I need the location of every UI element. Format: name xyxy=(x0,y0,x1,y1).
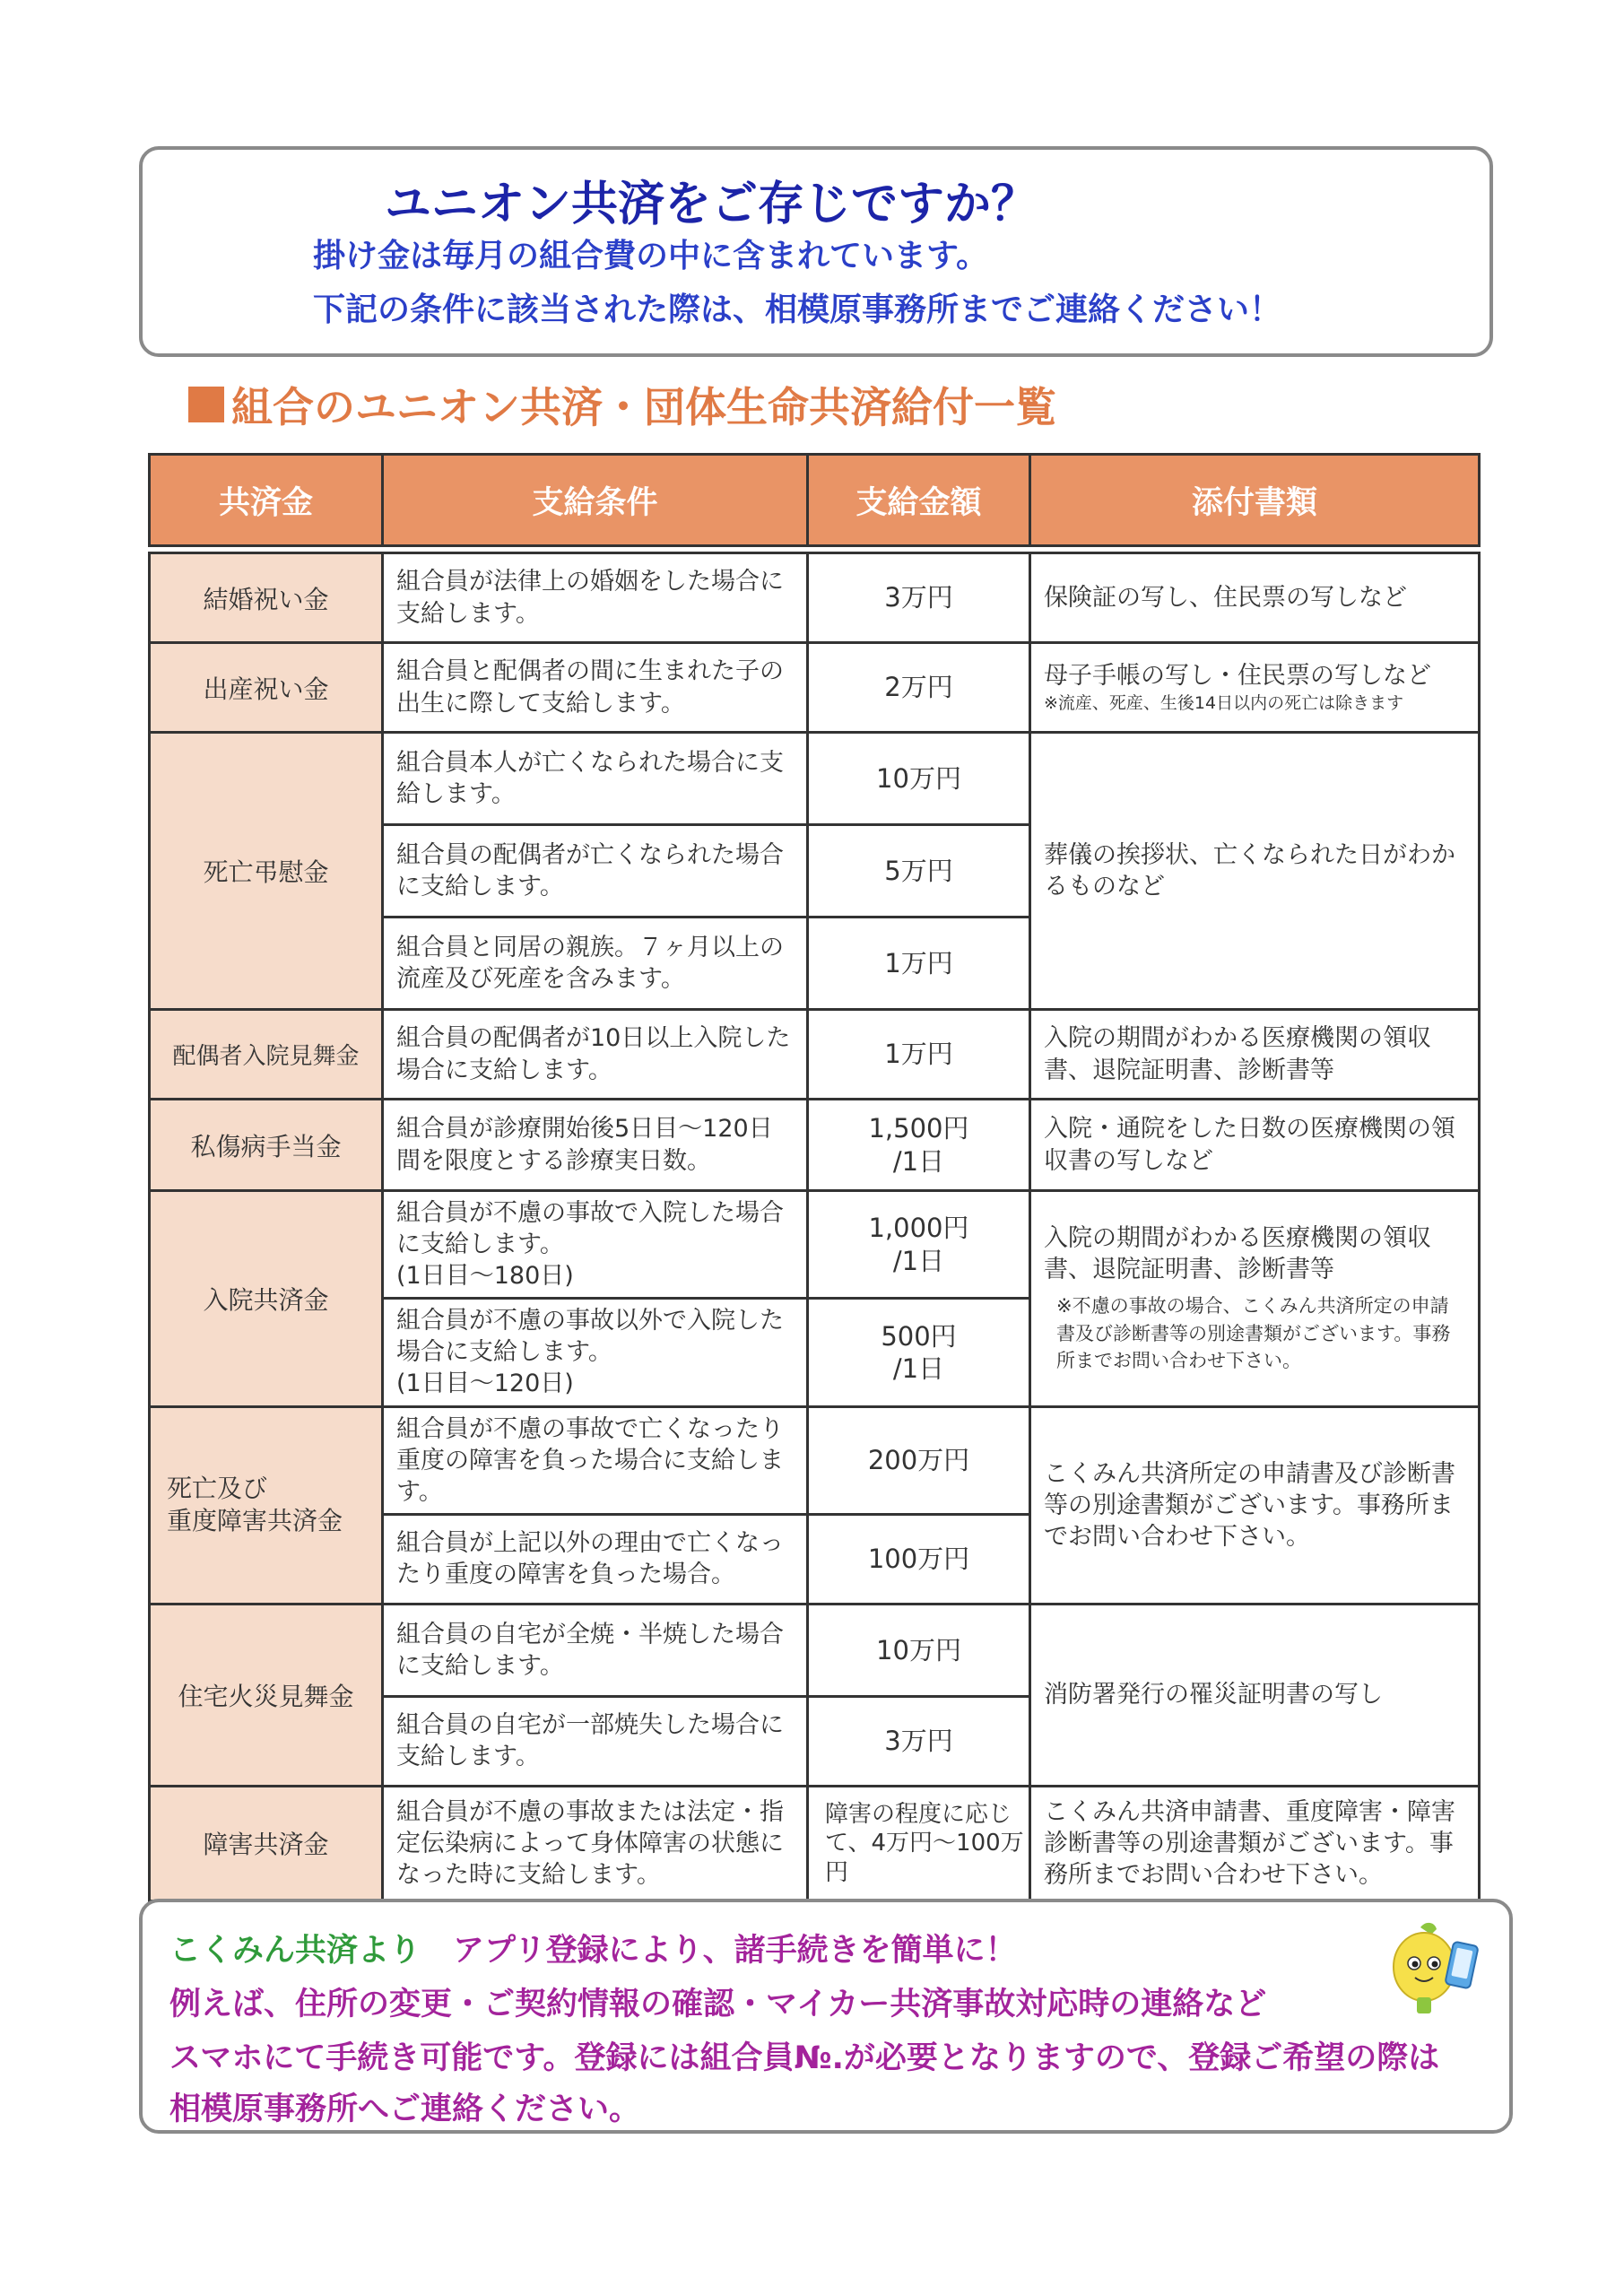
condition-text: 組合員本人が亡くなられた場合に支給します。 xyxy=(383,733,808,825)
benefit-name: 私傷病手当金 xyxy=(150,1100,383,1191)
condition-text: 組合員が不慮の事故または法定・指定伝染病によって身体障害の状態になった時に支給します。 xyxy=(383,1786,808,1900)
amount-text: 5万円 xyxy=(808,825,1030,918)
amount-text: 500円 xyxy=(881,1320,957,1352)
benefit-name: 結婚祝い金 xyxy=(150,553,383,643)
amount-text: 10万円 xyxy=(808,1604,1030,1696)
amount-text: 障害の程度に応じて、4万円～100万円 xyxy=(808,1786,1030,1900)
benefit-name: 重度障害共済金 xyxy=(167,1506,343,1536)
intro-line-1: 掛け金は毎月の組合費の中に含まれています。 xyxy=(313,238,989,274)
table-row xyxy=(150,553,1480,643)
benefit-name: 配偶者入院見舞金 xyxy=(150,1010,383,1100)
benefit-name: 入院共済金 xyxy=(150,1191,383,1407)
intro-title: ユニオン共済をご存じですか？ xyxy=(385,178,1038,231)
benefit-name: 出産祝い金 xyxy=(150,643,383,733)
table-row xyxy=(150,643,1480,733)
section-title xyxy=(188,375,1056,434)
documents-cell xyxy=(1030,643,1480,733)
benefit-name: 障害共済金 xyxy=(150,1786,383,1900)
amount-unit: /1日 xyxy=(892,1145,945,1177)
app-notice-line-2: 例えば、住所の変更・ご契約情報の確認・マイカー共済事故対応時の連絡など xyxy=(169,1987,1267,2022)
documents-text: こくみん共済申請書、重度障害・障害診断書等の別途書類がございます。事務所までお問い合わせ下さい。 xyxy=(1030,1786,1480,1900)
benefit-name: 死亡及び xyxy=(167,1473,268,1503)
header-benefit: 共済金 xyxy=(150,455,383,546)
benefits-table xyxy=(148,453,1481,1902)
documents-cell xyxy=(1030,1191,1480,1407)
amount-text: 1万円 xyxy=(808,918,1030,1010)
condition-text: 組合員が不慮の事故で亡くなったり重度の障害を負った場合に支給します。 xyxy=(383,1406,808,1514)
header-documents: 添付書類 xyxy=(1030,455,1480,546)
amount-text: 10万円 xyxy=(808,733,1030,825)
condition-text: 組合員が法律上の婚姻をした場合に支給します。 xyxy=(383,553,808,643)
amount-unit: /1日 xyxy=(892,1352,945,1384)
documents-text: 入院の期間がわかる医療機関の領収書、退院証明書、診断書等 xyxy=(1030,1010,1480,1100)
condition-text: 組合員の自宅が全焼・半焼した場合に支給します。 xyxy=(383,1604,808,1696)
amount-unit: /1日 xyxy=(892,1245,945,1276)
documents-note: ※不慮の事故の場合、こくみん共済所定の申請書及び診断書等の別途書類がございます。事務所までお問い合わせ下さい。 xyxy=(1056,1295,1451,1372)
benefit-name: 死亡弔慰金 xyxy=(150,733,383,1010)
app-notice-line-3: スマホにて手続き可能です。登録には組合員№.が必要となりますので、登録ご希望の際は xyxy=(169,2040,1440,2076)
amount-text: 3万円 xyxy=(808,1696,1030,1786)
amount-text: 1,000円 xyxy=(868,1213,969,1244)
table-row xyxy=(150,1786,1480,1900)
condition-text: 組合員が上記以外の理由で亡くなったり重度の障害を負った場合。 xyxy=(383,1514,808,1604)
table-header-row xyxy=(150,455,1480,546)
condition-text: 組合員と同居の親族。７ヶ月以上の流産及び死産を含みます。 xyxy=(383,918,808,1010)
condition-cell xyxy=(383,1191,808,1299)
amount-text: 2万円 xyxy=(808,643,1030,733)
documents-note: ※流産、死産、生後14日以内の死亡は除きます xyxy=(1044,692,1404,713)
documents-text: 入院の期間がわかる医療機関の領収書、退院証明書、診断書等 xyxy=(1044,1224,1431,1284)
app-notice-headline: アプリ登録により、諸手続きを簡単に！ xyxy=(453,1933,1017,1969)
square-bullet-icon xyxy=(188,387,224,422)
documents-text: 葬儀の挨拶状、亡くなられた日がわかるものなど xyxy=(1030,733,1480,1010)
table-row xyxy=(150,1191,1480,1299)
intro-line-2: 下記の条件に該当された際は、相模原事務所までご連絡ください！ xyxy=(313,291,1282,328)
app-notice-box xyxy=(139,1899,1513,2134)
benefit-name-cell xyxy=(150,1406,383,1604)
condition-text: 組合員の配偶者が亡くなられた場合に支給します。 xyxy=(383,825,808,918)
table-row xyxy=(150,733,1480,825)
header-amount: 支給金額 xyxy=(808,455,1030,546)
header-condition: 支給条件 xyxy=(383,455,808,546)
condition-cell xyxy=(383,1299,808,1406)
intro-box xyxy=(139,146,1493,357)
table-row xyxy=(150,1100,1480,1191)
condition-period: (1日目～180日) xyxy=(396,1262,574,1291)
app-notice-line-1 xyxy=(169,1926,1017,1970)
condition-text: 組合員が不慮の事故で入院した場合に支給します。 xyxy=(396,1199,784,1259)
condition-text: 組合員が不慮の事故以外で入院した場合に支給します。 xyxy=(396,1307,784,1367)
table-row xyxy=(150,1406,1480,1514)
documents-text: 母子手帳の写し・住民票の写しなど xyxy=(1044,661,1431,690)
amount-text: 1万円 xyxy=(808,1010,1030,1100)
amount-cell xyxy=(808,1299,1030,1406)
condition-text: 組合員の配偶者が10日以上入院した場合に支給します。 xyxy=(383,1010,808,1100)
mascot-icon xyxy=(1385,1920,1488,2019)
app-notice-source: こくみん共済より xyxy=(169,1933,421,1969)
amount-text: 3万円 xyxy=(808,553,1030,643)
condition-text: 組合員の自宅が一部焼失した場合に支給します。 xyxy=(383,1696,808,1786)
documents-text: 消防署発行の罹災証明書の写し xyxy=(1030,1604,1480,1786)
documents-text: 保険証の写し、住民票の写しなど xyxy=(1030,553,1480,643)
documents-text: こくみん共済所定の申請書及び診断書等の別途書類がございます。事務所までお問い合わせ下さい。 xyxy=(1030,1406,1480,1604)
amount-text: 100万円 xyxy=(808,1514,1030,1604)
table-row xyxy=(150,1604,1480,1696)
app-notice-line-4: 相模原事務所へご連絡ください。 xyxy=(169,2092,641,2127)
amount-text: 1,500円 xyxy=(868,1113,969,1144)
condition-period: (1日目～120日) xyxy=(396,1370,574,1398)
condition-text: 組合員が診療開始後5日目～120日間を限度とする診療実日数。 xyxy=(383,1100,808,1191)
amount-cell xyxy=(808,1191,1030,1299)
benefit-name: 住宅火災見舞金 xyxy=(150,1604,383,1786)
condition-text: 組合員と配偶者の間に生まれた子の出生に際して支給します。 xyxy=(383,643,808,733)
table-row xyxy=(150,1010,1480,1100)
amount-text: 200万円 xyxy=(808,1406,1030,1514)
documents-text: 入院・通院をした日数の医療機関の領収書の写しなど xyxy=(1030,1100,1480,1191)
section-title-text: 組合のユニオン共済・団体生命共済給付一覧 xyxy=(231,383,1056,431)
amount-cell xyxy=(808,1100,1030,1191)
